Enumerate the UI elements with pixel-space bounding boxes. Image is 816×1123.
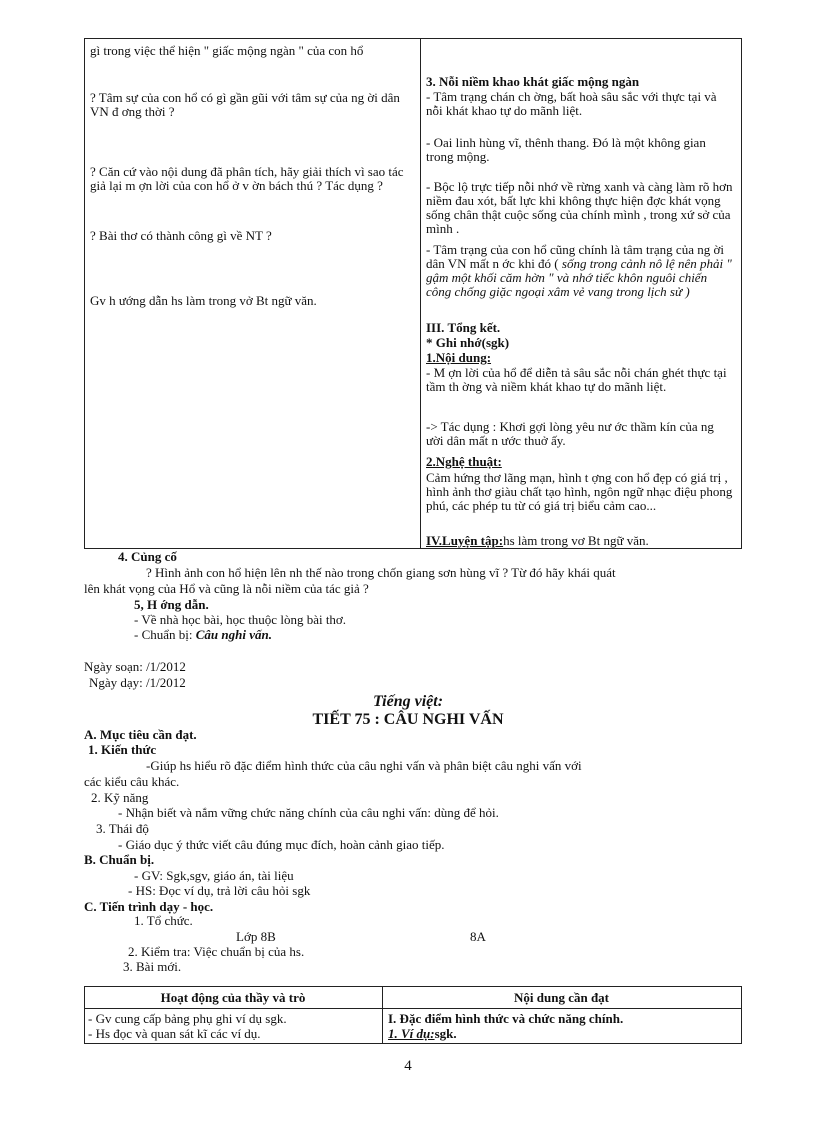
cung-co-heading: 4. Củng cố <box>118 549 177 564</box>
activity-right-2-label: 1. Ví dụ: <box>388 1026 435 1041</box>
nghe-thuat-heading: 2.Nghệ thuật: <box>426 454 502 469</box>
section-a-1: 1. Kiến thức <box>88 742 157 757</box>
activity-header-right: Nội dung cần đạt <box>514 990 609 1005</box>
question-cell-3: ? Căn cứ vào nội dung đã phân tích, hãy giải thích vì sao tác giả lại m ợn lời của con hổ ở v ờn bách thú ? Tác dụng ? <box>90 164 404 193</box>
lesson-subject: Tiếng việt: <box>372 693 444 710</box>
activity-right-2-text: sgk. <box>434 1026 457 1041</box>
activity-right-2 <box>388 1027 457 1041</box>
section-c-lop: Lớp 8B <box>236 929 276 944</box>
huong-dan-item-2-label: - Chuẩn bị: <box>134 627 193 642</box>
ghi-nho: * Ghi nhớ(sgk) <box>426 335 510 350</box>
activity-header-left: Hoạt động của thầy và trò <box>160 990 306 1005</box>
section-a-1-line-1: -Giúp hs hiểu rõ đặc điểm hình thức của câu nghi vấn và phân biệt câu nghi vấn với <box>146 758 582 773</box>
luyen-tap <box>426 534 649 548</box>
answer-p3: - Bộc lộ trực tiếp nỗi nhớ về rừng xanh và càng làm rõ hơn niềm đau xót, bất lực khi không thực hiện đợc khát vọng sống chân thật cuộc sống của chính mình , trong xứ sở của mình . <box>426 179 733 236</box>
answer-p4-italic: sống trong cảnh nô lệ nên phải " gậm một khối căm hờn " và nhớ tiếc khôn nguôi chiến công chống giặc ngoại xâm vẻ vang trong lịch sử ) <box>426 256 732 299</box>
section-a-1-line-2: các kiểu câu khác. <box>84 774 180 789</box>
section-b-gv: - GV: Sgk,sgv, giáo án, tài liệu <box>134 868 294 883</box>
ngay-day: Ngày dạy: /1/2012 <box>89 675 186 690</box>
answer-p2: - Oai linh hùng vĩ, thênh thang. Đó là một không gian trong mộng. <box>426 135 706 164</box>
activity-left-1: - Gv cung cấp bảng phụ ghi ví dụ sgk. <box>88 1011 287 1026</box>
section-c-lop-2: 8A <box>470 929 486 944</box>
question-cell-1: gì trong việc thể hiện " giấc mộng ngàn " của con hổ <box>90 43 364 58</box>
section-c-3: 3. Bài mới. <box>123 959 182 974</box>
section-a-3: 3. Thái độ <box>96 821 149 836</box>
section-c-2: 2. Kiểm tra: Việc chuẩn bị của hs. <box>128 944 305 959</box>
huong-dan-heading: 5, H ớng dẫn. <box>134 597 209 612</box>
answer-p7: Cảm hứng thơ lãng mạn, hình t ợng con hổ đẹp có giá trị , hình ảnh thơ giàu chất tạo hình, ngôn ngữ nhạc điệu phong phú, các phép tu từ có giá trị biểu cảm cao... <box>426 470 733 513</box>
summary-heading: III. Tổng kết. <box>426 320 501 335</box>
ngay-soan: Ngày soạn: /1/2012 <box>84 659 186 674</box>
answer-p5: - M ợn lời của hổ để diễn tả sâu sắc nỗi chán ghét thực tại tầm th ờng và niềm khát khao tự do mãnh liệt. <box>426 365 727 394</box>
answer-p6: -> Tác dụng : Khơi gợi lòng yêu nư ớc thầm kín của ng ười dân mất n ước thuở ấy. <box>426 419 714 448</box>
section-b-hs: - HS: Đọc ví dụ, trả lời câu hỏi sgk <box>128 883 311 898</box>
cung-co-line-2: lên khát vọng của Hổ và cũng là nỗi niềm của tác giả ? <box>84 581 369 596</box>
huong-dan-item-2 <box>134 628 272 642</box>
activity-left-2: - Hs đọc và quan sát kĩ các ví dụ. <box>88 1026 261 1041</box>
section-c-heading: C. Tiến trình dạy - học. <box>84 899 214 914</box>
section-a-3-line: - Giáo dục ý thức viết câu đúng mục đích, hoàn cảnh giao tiếp. <box>118 837 445 852</box>
section-b-heading: B. Chuẩn bị. <box>84 852 155 867</box>
answer-p4-text: - Tâm trạng của con hổ cũng chính là tâm trạng của ng ời dân VN mất n ớc khi đó ( <box>426 242 724 271</box>
huong-dan-item-2-value: Câu nghi vấn. <box>195 627 272 642</box>
answer-p1: - Tâm trạng chán ch ờng, bất hoà sâu sắc với thực tại và nỗi khát khao tự do mãnh liệt. <box>426 89 717 118</box>
section-heading-3: 3. Nỗi niềm khao khát giấc mộng ngàn <box>426 74 640 89</box>
noi-dung-heading: 1.Nội dung: <box>426 350 492 365</box>
luyen-tap-label: IV.Luyện tập: <box>426 533 504 548</box>
question-cell-4: ? Bài thơ có thành công gì về NT ? <box>90 228 272 243</box>
question-cell-2: ? Tâm sự của con hổ có gì gần gũi với tâm sự của ng ời dân VN đ ơng thời ? <box>90 90 400 119</box>
question-cell-5: Gv h ướng dẫn hs làm trong vở Bt ngữ văn. <box>90 293 317 308</box>
table-divider <box>420 38 421 548</box>
lesson-title: TIẾT 75 : CÂU NGHI VẤN <box>312 711 504 728</box>
luyen-tap-text: hs làm trong vơ Bt ngữ văn. <box>503 533 649 548</box>
section-a-2-line: - Nhận biết và nắm vững chức năng chính của câu nghi vấn: dùng để hỏi. <box>118 805 499 820</box>
activity-right-1: I. Đặc điểm hình thức và chức năng chính. <box>388 1011 624 1026</box>
section-a-2: 2. Kỹ năng <box>91 790 149 805</box>
activity-table-header-rule <box>84 1008 741 1009</box>
page-number: 4 <box>404 1058 412 1074</box>
answer-p4 <box>426 243 734 299</box>
cung-co-line-1: ? Hình ảnh con hổ hiện lên nh thế nào trong chốn giang sơn hùng vĩ ? Từ đó hãy khái quát <box>146 565 616 580</box>
section-c-1: 1. Tổ chức. <box>134 913 193 928</box>
section-a-heading: A. Mục tiêu cần đạt. <box>84 727 197 742</box>
huong-dan-item-1: - Về nhà học bài, học thuộc lòng bài thơ. <box>134 612 347 627</box>
